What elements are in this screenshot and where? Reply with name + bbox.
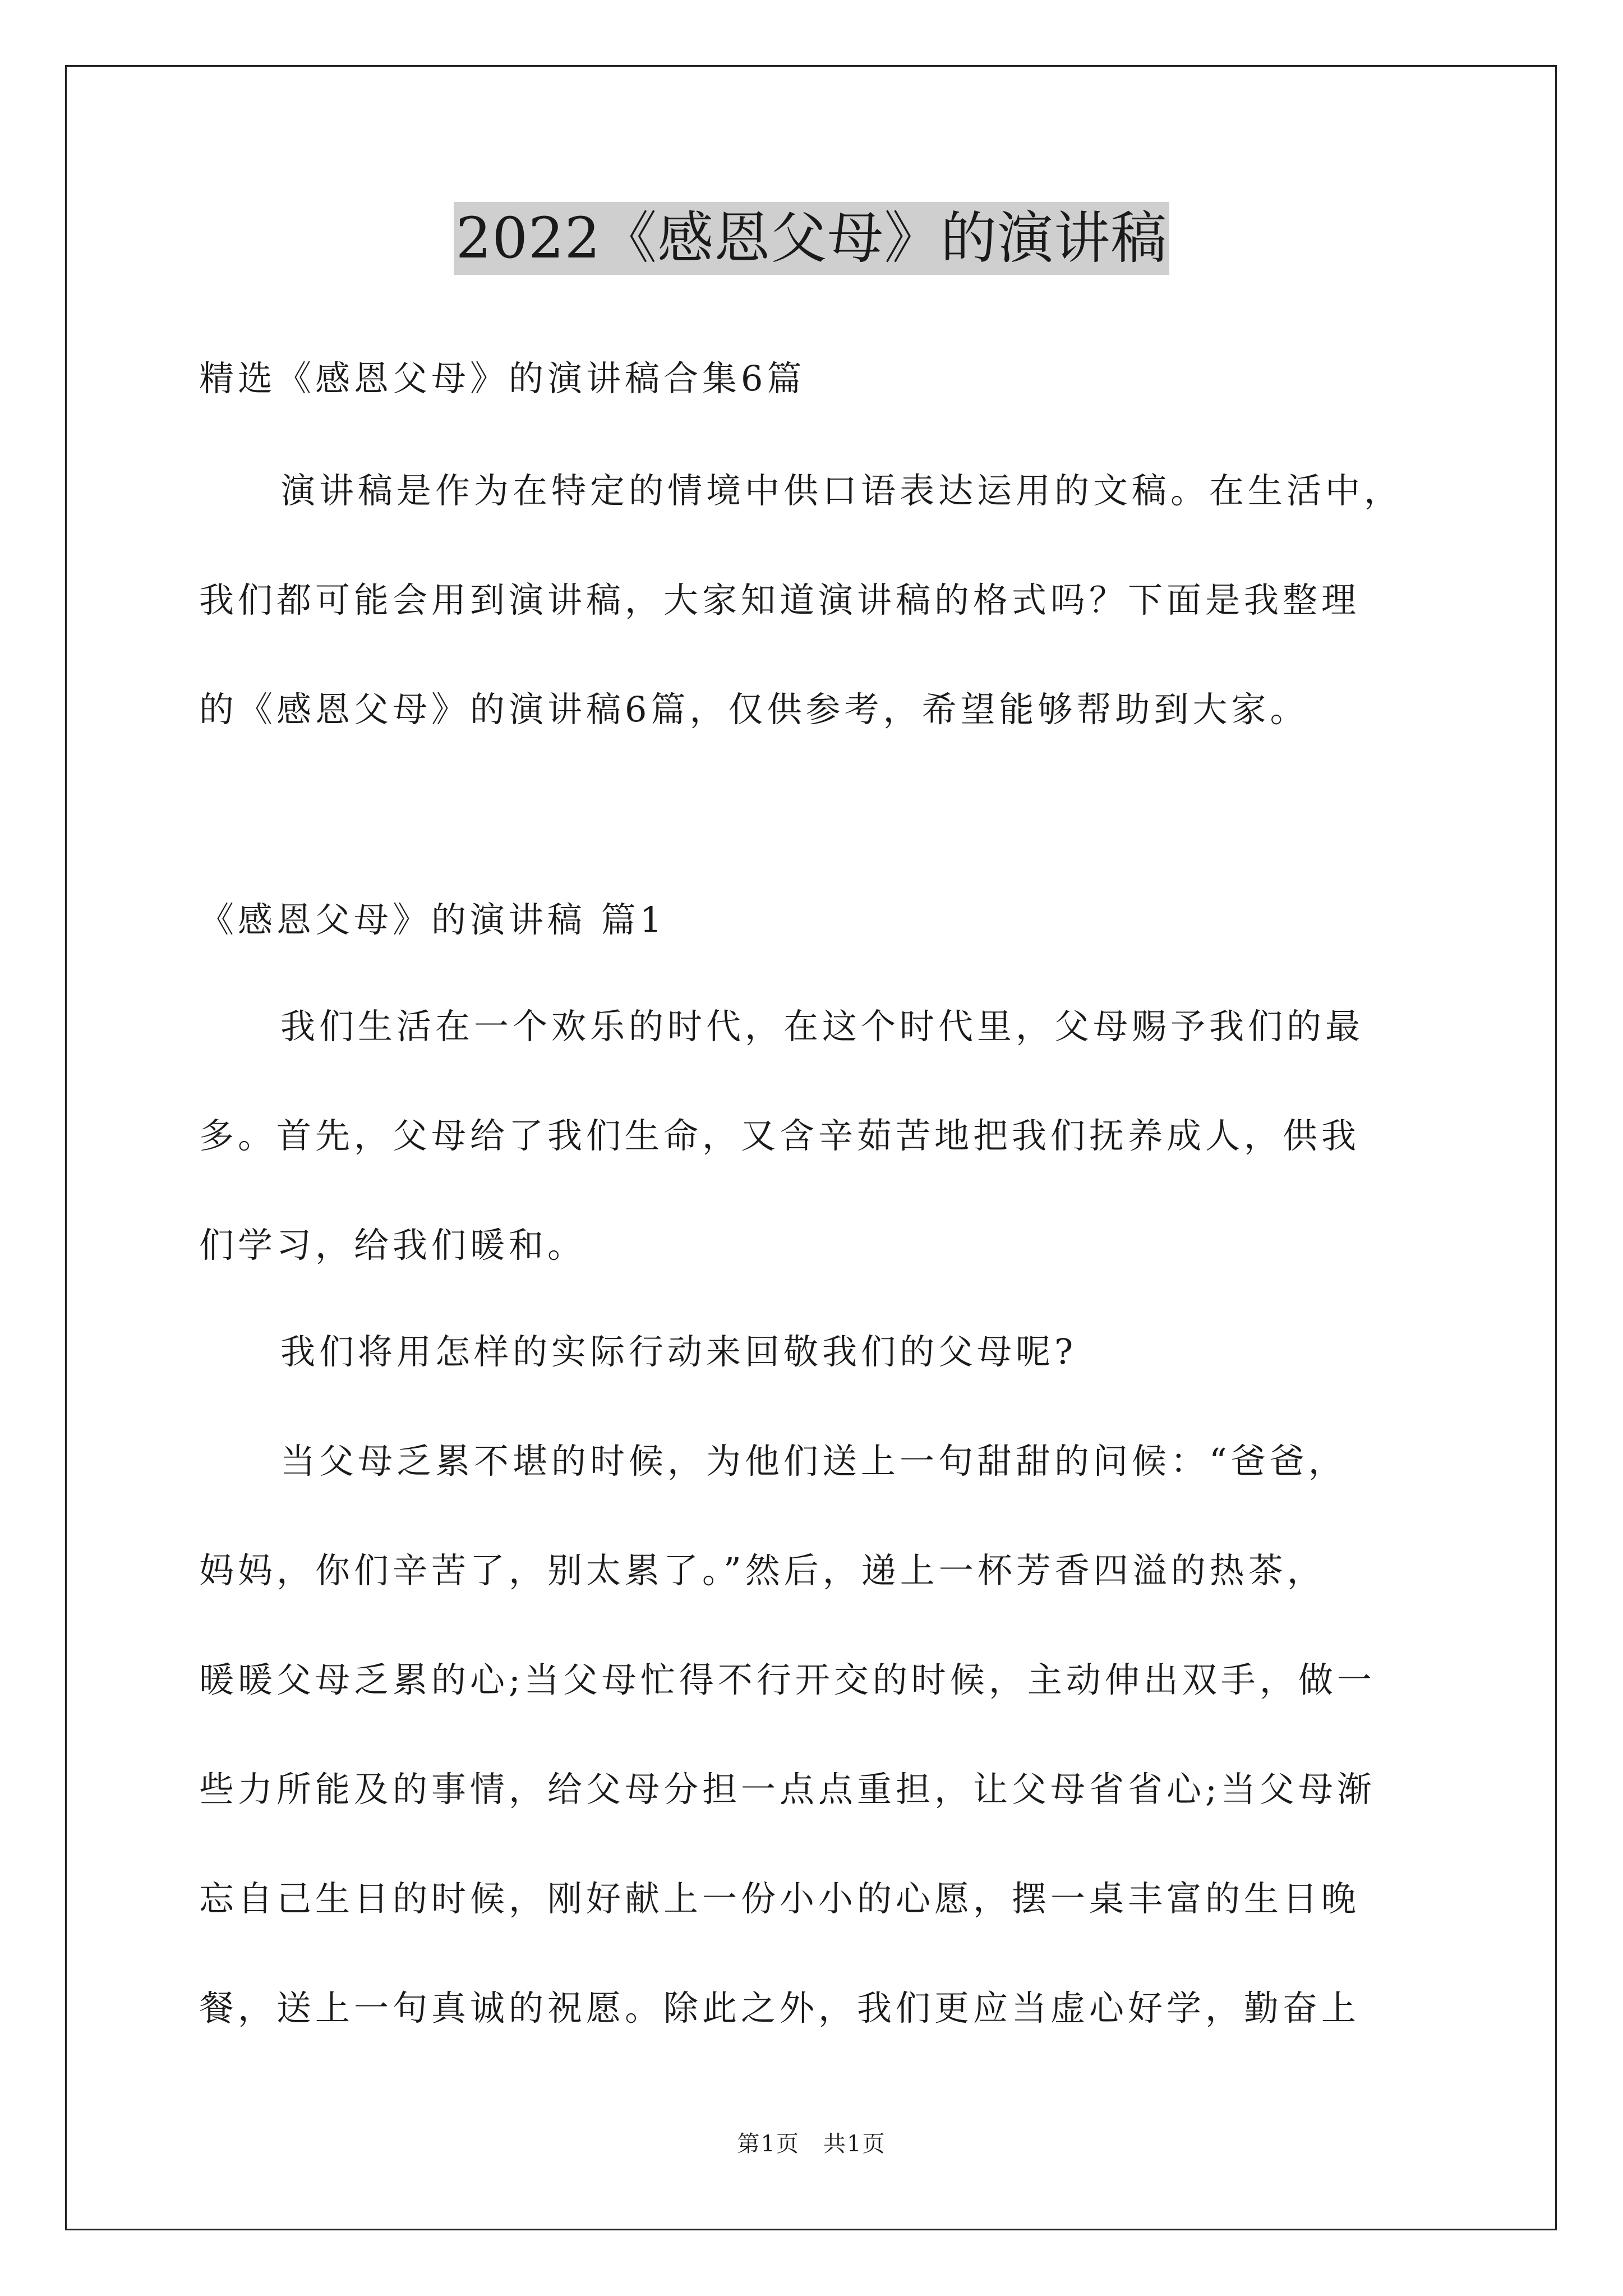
intro-line-2: 我们都可能会用到演讲稿，大家知道演讲稿的格式吗？下面是我整理 xyxy=(199,579,1361,620)
section-heading: 《感恩父母》的演讲稿 篇1 xyxy=(199,899,666,940)
p3-line-6: 餐，送上一句真诚的祝愿。除此之外，我们更应当虚心好学，勤奋上 xyxy=(199,1987,1361,2028)
p1-line-1: 我们生活在一个欢乐的时代，在这个时代里，父母赐予我们的最 xyxy=(280,1006,1364,1047)
page-footer: 第1页 共1页 xyxy=(737,2131,886,2157)
p3-line-1: 当父母乏累不堪的时候，为他们送上一句甜甜的问候：“爸爸， xyxy=(280,1441,1347,1481)
document-subtitle: 精选《感恩父母》的演讲稿合集6篇 xyxy=(199,358,806,399)
intro-line-3: 的《感恩父母》的演讲稿6篇，仅供参考，希望能够帮助到大家。 xyxy=(199,689,1309,730)
p1-line-2: 多。首先，父母给了我们生命，又含辛茹苦地把我们抚养成人，供我 xyxy=(199,1115,1361,1156)
p3-line-5: 忘自己生日的时候，刚好献上一份小小的心愿，摆一桌丰富的生日晚 xyxy=(199,1878,1361,1919)
intro-line-1: 演讲稿是作为在特定的情境中供口语表达运用的文稿。在生活中， xyxy=(280,470,1403,511)
p3-line-3: 暖暖父母乏累的心;当父母忙得不行开交的时候，主动伸出双手，做一 xyxy=(199,1659,1376,1700)
document-title: 2022《感恩父母》的演讲稿 xyxy=(454,202,1170,275)
p2-line-1: 我们将用怎样的实际行动来回敬我们的父母呢? xyxy=(280,1331,1077,1372)
p3-line-4: 些力所能及的事情，给父母分担一点点重担，让父母省省心;当父母渐 xyxy=(199,1769,1376,1810)
p1-line-3: 们学习，给我们暖和。 xyxy=(199,1225,587,1266)
title-container xyxy=(0,202,1623,275)
p3-line-2: 妈妈，你们辛苦了，别太累了。”然后，递上一杯芳香四溢的热茶， xyxy=(199,1550,1326,1591)
